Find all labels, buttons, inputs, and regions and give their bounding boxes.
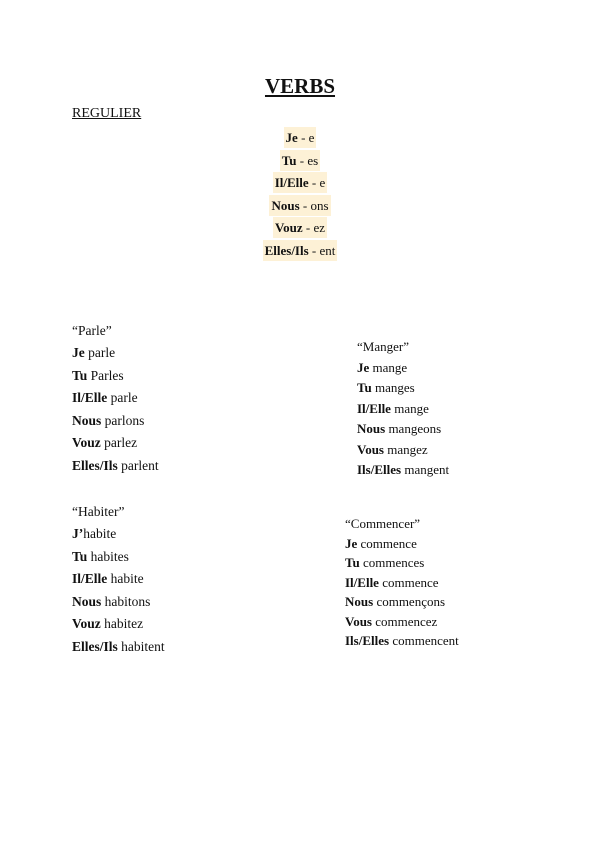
- conjugation-row: [72, 546, 165, 569]
- pronoun: Nous: [72, 412, 102, 428]
- verb-form: commence: [357, 535, 417, 551]
- ending-suffix: - e: [308, 175, 326, 191]
- verb-form: parle: [107, 390, 138, 405]
- conjugation-row: [72, 568, 165, 591]
- pronoun: Je: [357, 359, 370, 375]
- verb-form: commencent: [389, 633, 459, 648]
- verb-form: parlent: [117, 457, 159, 473]
- pronoun: J’: [72, 526, 84, 541]
- endings-list: [0, 127, 600, 263]
- pronoun: Tu: [345, 555, 360, 570]
- pronoun: Nous: [357, 421, 386, 436]
- ending-suffix: - e: [297, 130, 315, 145]
- ending-row: [0, 127, 600, 150]
- pronoun: Elles/Ils: [72, 638, 118, 654]
- conjugation-row: [72, 432, 159, 455]
- pronoun: Il/Elle: [357, 400, 391, 416]
- pronoun: Ils/Elles: [345, 633, 390, 648]
- ending-suffix: - es: [296, 152, 319, 168]
- conjugation-row: [357, 419, 449, 440]
- conjugation-row: [72, 523, 165, 546]
- ending-pronoun: Nous: [271, 197, 300, 213]
- conjugation-row: [72, 342, 159, 365]
- verb-heading: “Commencer”: [345, 516, 421, 531]
- conjugation-commencer: [345, 514, 459, 651]
- verb-form: parlons: [101, 412, 145, 428]
- section-subtitle: REGULIER: [72, 106, 142, 121]
- verb-form: parlez: [100, 435, 138, 450]
- verb-form: Parles: [87, 367, 124, 383]
- verb-form: habitez: [100, 616, 144, 631]
- ending-suffix: - ez: [302, 220, 326, 236]
- pronoun: Ils/Elles: [357, 462, 402, 477]
- pronoun: Il/Elle: [72, 571, 108, 586]
- conjugation-row: [345, 534, 459, 554]
- conjugation-parler: [72, 320, 159, 477]
- verb-form: commences: [359, 555, 425, 570]
- conjugation-row: [357, 378, 449, 399]
- verb-heading: “Parle”: [72, 323, 112, 338]
- ending-row: [0, 195, 600, 218]
- page-title: VERBS: [264, 74, 336, 98]
- pronoun: Vous: [357, 441, 384, 457]
- conjugation-row: [72, 365, 159, 388]
- ending-pronoun: Elles/Ils: [264, 242, 309, 258]
- verb-form: mange: [369, 359, 408, 375]
- ending-pronoun: Tu: [281, 152, 297, 168]
- verb-heading: “Manger”: [357, 339, 409, 354]
- verb-form: commençons: [373, 594, 446, 609]
- verb-form: mangent: [401, 462, 450, 477]
- conjugation-row: [72, 387, 159, 410]
- ending-suffix: - ons: [299, 197, 329, 213]
- ending-pronoun: Vouz: [274, 220, 303, 236]
- verb-form: habitons: [101, 593, 151, 609]
- conjugation-row: [72, 455, 159, 478]
- conjugation-row: [72, 591, 165, 614]
- pronoun: Nous: [72, 593, 102, 609]
- verb-form: mangez: [383, 441, 428, 457]
- verb-form: manges: [371, 380, 415, 395]
- conjugation-row: [357, 399, 449, 420]
- ending-suffix: - ent: [308, 242, 336, 258]
- verb-form: habite: [107, 571, 144, 586]
- verb-form: commencez: [371, 613, 438, 629]
- conjugation-row: [345, 573, 459, 593]
- pronoun: Tu: [72, 548, 88, 564]
- pronoun: Je: [345, 535, 358, 551]
- verb-form: habite: [83, 526, 117, 541]
- verb-form: habites: [87, 548, 129, 564]
- conjugation-manger: [357, 337, 449, 481]
- pronoun: Nous: [345, 594, 374, 609]
- verb-form: habitent: [117, 638, 165, 654]
- pronoun: Il/Elle: [345, 574, 379, 590]
- conjugation-row: [345, 612, 459, 632]
- verb-form: mange: [390, 400, 429, 416]
- conjugation-row: [345, 553, 459, 573]
- verb-heading: “Habiter”: [72, 504, 125, 519]
- verb-form: commence: [378, 574, 439, 590]
- pronoun: Vouz: [72, 616, 101, 631]
- conjugation-row: [72, 613, 165, 636]
- pronoun: Tu: [357, 380, 372, 395]
- conjugation-row: [72, 410, 159, 433]
- ending-row: [0, 150, 600, 173]
- pronoun: Elles/Ils: [72, 457, 118, 473]
- conjugation-row: [72, 636, 165, 659]
- conjugation-row: [357, 358, 449, 379]
- conjugation-row: [345, 592, 459, 612]
- conjugation-row: [357, 440, 449, 461]
- verb-form: mangeons: [385, 421, 442, 436]
- ending-pronoun: Je: [285, 130, 298, 145]
- pronoun: Vous: [345, 613, 372, 629]
- pronoun: Tu: [72, 367, 88, 383]
- conjugation-row: [345, 631, 459, 651]
- ending-row: [0, 172, 600, 195]
- ending-pronoun: Il/Elle: [274, 175, 309, 191]
- pronoun: Je: [72, 345, 85, 360]
- conjugation-row: [357, 460, 449, 481]
- pronoun: Vouz: [72, 435, 101, 450]
- pronoun: Il/Elle: [72, 390, 108, 405]
- verb-form: parle: [84, 345, 116, 360]
- ending-row: [0, 240, 600, 263]
- ending-row: [0, 217, 600, 240]
- conjugation-habiter: [72, 501, 165, 658]
